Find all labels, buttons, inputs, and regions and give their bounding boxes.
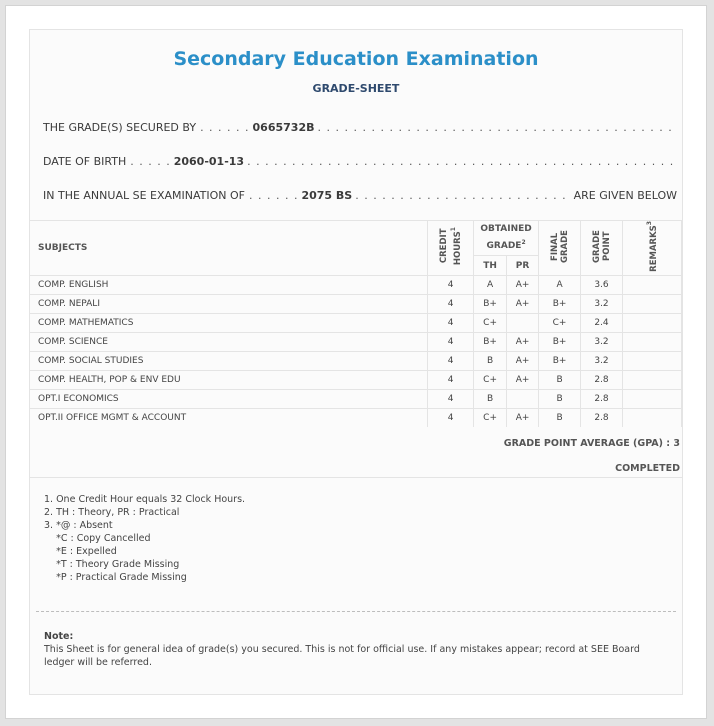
gpa-text: GRADE POINT AVERAGE (GPA) : 3 bbox=[503, 438, 680, 449]
th-grade-cell: C+ bbox=[474, 370, 507, 389]
dashed-divider bbox=[36, 611, 676, 612]
subject-cell: OPT.II OFFICE MGMT & ACCOUNT bbox=[30, 408, 428, 427]
result-text: COMPLETED bbox=[615, 463, 680, 474]
grade-point-cell: 3.6 bbox=[581, 275, 623, 294]
dot-leader bbox=[247, 155, 677, 168]
grade-point-cell: 3.2 bbox=[581, 351, 623, 370]
remarks-cell bbox=[623, 389, 682, 408]
header-th: TH bbox=[474, 256, 507, 276]
table-row bbox=[30, 370, 682, 389]
credit-cell: 4 bbox=[428, 294, 474, 313]
th-grade-cell: B bbox=[474, 389, 507, 408]
remarks-cell bbox=[623, 294, 682, 313]
exam-value: 2075 BS bbox=[301, 189, 353, 202]
th-grade-cell: C+ bbox=[474, 313, 507, 332]
dob-label: DATE OF BIRTH bbox=[43, 155, 127, 168]
symbol-number: 0665732B bbox=[252, 121, 315, 134]
exam-dots: . . . . . . bbox=[249, 189, 299, 202]
credit-cell: 4 bbox=[428, 275, 474, 294]
grade-rows bbox=[30, 275, 682, 427]
footnote-item: *P : Practical Grade Missing bbox=[44, 572, 187, 583]
dot-leader bbox=[355, 189, 571, 202]
table-row bbox=[30, 275, 682, 294]
dot-leader bbox=[318, 121, 678, 134]
pr-grade-cell: A+ bbox=[507, 408, 539, 427]
page-title: Secondary Education Examination bbox=[173, 48, 539, 70]
grade-point-cell: 2.8 bbox=[581, 408, 623, 427]
credit-cell: 4 bbox=[428, 313, 474, 332]
table-row bbox=[30, 332, 682, 351]
subject-cell: COMP. SOCIAL STUDIES bbox=[30, 351, 428, 370]
page-frame bbox=[5, 5, 707, 719]
subject-cell: COMP. NEPALI bbox=[30, 294, 428, 313]
credit-cell: 4 bbox=[428, 351, 474, 370]
final-grade-cell: B+ bbox=[539, 351, 581, 370]
table-row bbox=[30, 313, 682, 332]
footnote-item: 3. *@ : Absent bbox=[44, 520, 113, 531]
header-remarks bbox=[623, 221, 682, 276]
symbol-label: THE GRADE(S) SECURED BY bbox=[43, 121, 197, 134]
pr-grade-cell: A+ bbox=[507, 294, 539, 313]
remarks-cell bbox=[623, 370, 682, 389]
header-subjects: SUBJECTS bbox=[30, 221, 428, 276]
grade-point-cell: 3.2 bbox=[581, 294, 623, 313]
footnote-item: *C : Copy Cancelled bbox=[44, 533, 151, 544]
pr-grade-cell: A+ bbox=[507, 275, 539, 294]
footnote-item: *E : Expelled bbox=[44, 546, 117, 557]
exam-tail: ARE GIVEN BELOW bbox=[573, 189, 677, 202]
subject-cell: COMP. SCIENCE bbox=[30, 332, 428, 351]
final-grade-cell: A bbox=[539, 275, 581, 294]
subject-cell: COMP. ENGLISH bbox=[30, 275, 428, 294]
th-grade-cell: A bbox=[474, 275, 507, 294]
final-grade-cell: B+ bbox=[539, 332, 581, 351]
grades-table bbox=[30, 220, 682, 427]
grade-sheet bbox=[29, 29, 683, 695]
grade-point-cell: 2.8 bbox=[581, 370, 623, 389]
note-text: This Sheet is for general idea of grade(s) you secured. This is not for official use. If any mistakes appear; record at SEE Board ledger will be referred. bbox=[44, 644, 640, 668]
final-grade-cell: B bbox=[539, 370, 581, 389]
divider bbox=[30, 477, 682, 478]
remarks-cell bbox=[623, 332, 682, 351]
subject-cell: OPT.I ECONOMICS bbox=[30, 389, 428, 408]
pr-grade-cell bbox=[507, 389, 539, 408]
th-grade-cell: B+ bbox=[474, 294, 507, 313]
header-credit-hours bbox=[428, 221, 474, 276]
subject-cell: COMP. MATHEMATICS bbox=[30, 313, 428, 332]
dob-line bbox=[43, 155, 677, 171]
pr-grade-cell: A+ bbox=[507, 332, 539, 351]
note-heading: Note: bbox=[44, 631, 74, 642]
header-grade-point bbox=[581, 221, 623, 276]
final-grade-cell: B+ bbox=[539, 294, 581, 313]
header-obtained: OBTAINED bbox=[480, 224, 532, 235]
dob-dots: . . . . . bbox=[130, 155, 171, 168]
table-row bbox=[30, 389, 682, 408]
grade-point-cell: 3.2 bbox=[581, 332, 623, 351]
final-grade-cell: C+ bbox=[539, 313, 581, 332]
grade-point-cell: 2.8 bbox=[581, 389, 623, 408]
symbol-dots: . . . . . . bbox=[200, 121, 250, 134]
remarks-cell bbox=[623, 275, 682, 294]
pr-grade-cell bbox=[507, 313, 539, 332]
header-final-text: FINAL GRADE bbox=[549, 229, 570, 263]
credit-cell: 4 bbox=[428, 332, 474, 351]
header-obtained-grade bbox=[474, 221, 539, 256]
header-pr: PR bbox=[507, 256, 539, 276]
table-row bbox=[30, 294, 682, 313]
dob-value: 2060-01-13 bbox=[173, 155, 245, 168]
final-grade-cell: B bbox=[539, 408, 581, 427]
th-grade-cell: B bbox=[474, 351, 507, 370]
credit-cell: 4 bbox=[428, 370, 474, 389]
credit-cell: 4 bbox=[428, 389, 474, 408]
footnote-item: 1. One Credit Hour equals 32 Clock Hours. bbox=[44, 494, 246, 505]
th-grade-cell: C+ bbox=[474, 408, 507, 427]
exam-line bbox=[43, 189, 677, 205]
header-grade-sup: 2 bbox=[521, 239, 526, 247]
symbol-number-line bbox=[43, 121, 677, 137]
remarks-cell bbox=[623, 313, 682, 332]
remarks-cell bbox=[623, 408, 682, 427]
final-grade-cell: B bbox=[539, 389, 581, 408]
table-row bbox=[30, 351, 682, 370]
grade-point-cell: 2.4 bbox=[581, 313, 623, 332]
exam-label: IN THE ANNUAL SE EXAMINATION OF bbox=[43, 189, 245, 202]
header-credit-text: CREDIT HOURS bbox=[438, 229, 463, 266]
pr-grade-cell: A+ bbox=[507, 370, 539, 389]
header-credit-sup: 1 bbox=[449, 227, 457, 232]
header-final-grade bbox=[539, 221, 581, 276]
th-grade-cell: B+ bbox=[474, 332, 507, 351]
header-remarks-text: REMARKS bbox=[648, 225, 659, 272]
credit-cell: 4 bbox=[428, 408, 474, 427]
footnote-item: 2. TH : Theory, PR : Practical bbox=[44, 507, 180, 518]
table-row bbox=[30, 408, 682, 427]
subject-cell: COMP. HEALTH, POP & ENV EDU bbox=[30, 370, 428, 389]
footnote-item: *T : Theory Grade Missing bbox=[44, 559, 180, 570]
remarks-cell bbox=[623, 351, 682, 370]
page-subtitle: GRADE-SHEET bbox=[312, 82, 400, 95]
pr-grade-cell: A+ bbox=[507, 351, 539, 370]
footnotes bbox=[44, 493, 245, 584]
header-remarks-sup: 3 bbox=[646, 221, 654, 226]
header-grade: GRADE bbox=[486, 241, 522, 252]
header-gp-text: GRADE POINT bbox=[591, 229, 612, 263]
